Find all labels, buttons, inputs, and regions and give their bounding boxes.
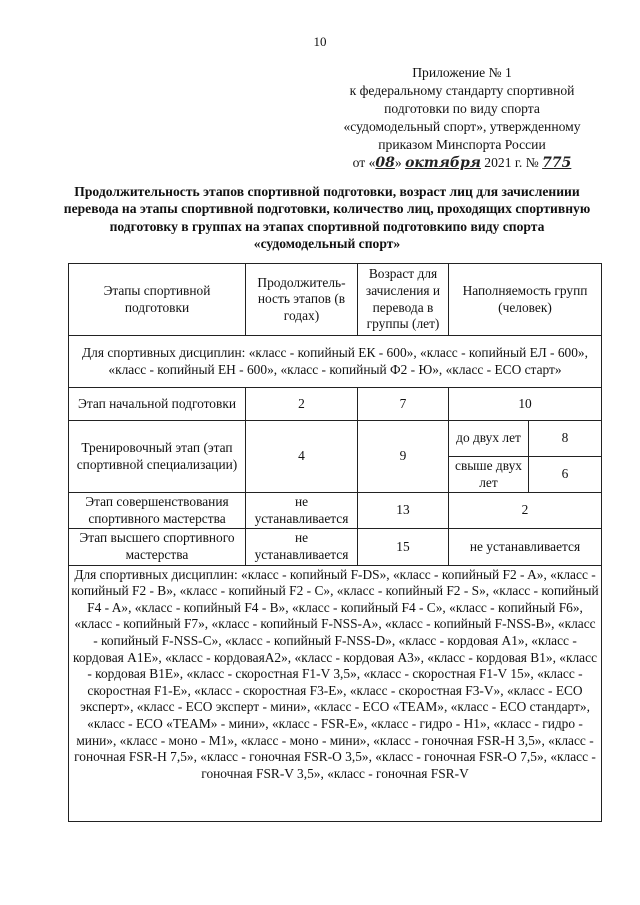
- table-header-row: [69, 264, 602, 336]
- section-1-disciplines: Для спортивных дисциплин: «класс - копийный ЕК - 600», «класс - копийный ЕЛ - 600», «класс - копийный ЕН - 600», «класс - копийный Ф2 - Ю», «класс - ECO старт»: [69, 336, 602, 388]
- age-cell: 15: [358, 529, 449, 565]
- capacity-cell: не устанавливается: [449, 529, 602, 565]
- stage-cell: Тренировочный этап (этап спортивной специализации): [69, 421, 246, 493]
- date-month-handwritten: октября: [405, 155, 481, 171]
- document-title: Продолжительность этапов спортивной подготовки, возраст лиц для зачислениии перевода на этапы спортивной подготовки, количество лиц, проходящих спортивную подготовку в группах на этапах спортивной подготовкипо виду спорта «судомодельный спорт»: [63, 184, 591, 252]
- table-row: [69, 493, 602, 529]
- duration-cell: 2: [246, 388, 358, 421]
- appendix-line-3: подготовки по виду спорта: [384, 101, 540, 116]
- age-cell: 7: [358, 388, 449, 421]
- capacity-sub-value: 8: [529, 421, 602, 457]
- duration-cell: не устанавливается: [246, 529, 358, 565]
- section-1-row: [69, 336, 602, 388]
- stage-cell: Этап совершенствования спортивного мастерства: [69, 493, 246, 529]
- appendix-line-2: к федеральному стандарту спортивной: [349, 83, 575, 98]
- order-date-line: [312, 154, 612, 172]
- appendix-line-5: приказом Минспорта России: [378, 137, 546, 152]
- page-number: 10: [313, 34, 327, 49]
- age-cell: 13: [358, 493, 449, 529]
- header-stage: Этапы спортивной подготовки: [69, 264, 246, 336]
- header-capacity: Наполняемость групп (человек): [449, 264, 602, 336]
- age-cell: 9: [358, 421, 449, 493]
- section-2-disciplines: Для спортивных дисциплин: «класс - копийный F-DS», «класс - копийный F2 - A», «класс - копийный F2 - B», «класс - копийный F2 - C», «класс - копийный F2 - S», «класс - копийный F4 - A», «класс - копийный F4 - B», «класс - копийный F4 - C», «класс - копийный F6», «класс - копийный F7», «класс - копийный F-NSS-A», «класс - копийный F-NSS-B», «класс - копийный F-NSS-C», «класс - копийный F-NSS-D», «класс - кордовая A1», «класс - кордовая A1E», «класс - кордоваяA2», «класс - кордовая A3», «класс - кордовая B1», «класс - кордовая B1E», «класс - скоростная F1-V 3,5», «класс - скоростная F1-V 15», «класс - скоростная F1-E», «класс - скоростная F3-E», «класс - скоростная F3-V», «класс - ECO эксперт», «класс - ECO эксперт - мини», «класс - ECO «TEAM», «класс - ECO стандарт», «класс - ECO «TEAM» - мини», «класс - FSR-E», «класс - гидро - H1», «класс - гидро - мини», «класс - моно - M1», «класс - моно - мини», «класс - гоночная FSR-H 3,5», «класс - гоночная FSR-H 7,5», «класс - гоночная FSR-O 3,5», «класс - гоночная FSR-O 7,5», «класс - гоночная FSR-V 3,5», «класс - гоночная FSR-V: [69, 565, 602, 821]
- date-year: 2021 г. №: [480, 155, 543, 170]
- table-row: [69, 421, 602, 457]
- table-row: [69, 388, 602, 421]
- date-day-handwritten: 08: [375, 155, 395, 171]
- header-duration: Продолжитель-ность этапов (в годах): [246, 264, 358, 336]
- section-2-row: [69, 565, 602, 821]
- duration-cell: 4: [246, 421, 358, 493]
- capacity-cell: 2: [449, 493, 602, 529]
- date-prefix: от «: [352, 155, 376, 170]
- stages-table: [68, 263, 602, 822]
- capacity-sub-label: свыше двух лет: [449, 457, 529, 493]
- header-age: Возраст для зачисления и перевода в группы (лет): [358, 264, 449, 336]
- appendix-block: [312, 64, 612, 172]
- table-row: [69, 529, 602, 565]
- capacity-cell: 10: [449, 388, 602, 421]
- appendix-line-1: Приложение № 1: [412, 65, 512, 80]
- stage-cell: Этап начальной подготовки: [69, 388, 246, 421]
- capacity-sub-label: до двух лет: [449, 421, 529, 457]
- stage-cell: Этап высшего спортивного мастерства: [69, 529, 246, 565]
- duration-cell: не устанавливается: [246, 493, 358, 529]
- capacity-sub-value: 6: [529, 457, 602, 493]
- order-number-handwritten: 775: [542, 155, 572, 171]
- appendix-line-4: «судомодельный спорт», утвержденному: [343, 119, 581, 134]
- date-mid: »: [394, 155, 402, 170]
